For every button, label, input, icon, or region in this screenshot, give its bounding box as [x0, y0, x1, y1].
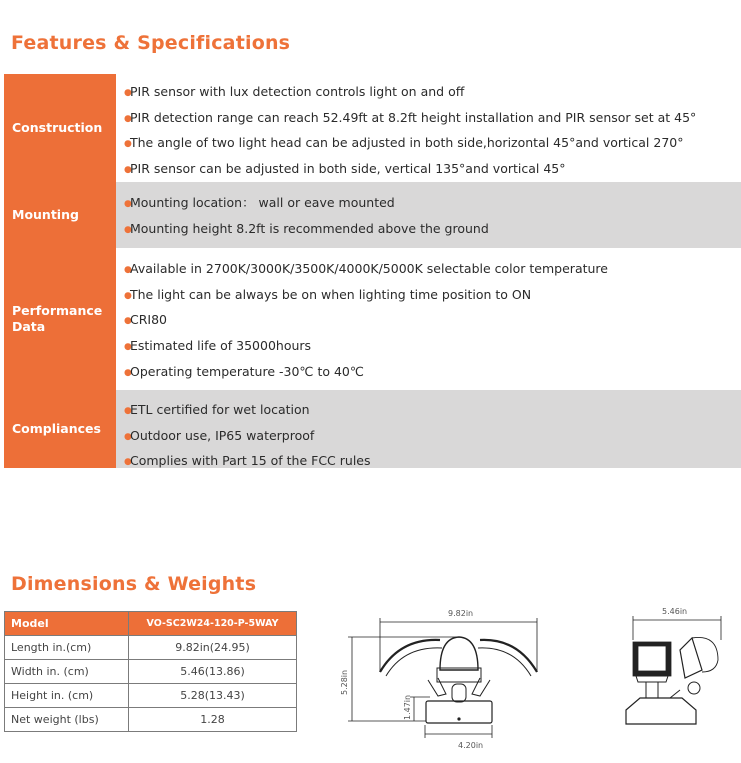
- front-view-drawing: [330, 600, 560, 760]
- bullet-icon: ●: [124, 367, 132, 378]
- spec-item: ●Complies with Part 15 of the FCC rules: [124, 449, 741, 475]
- spec-item: ●Estimated life of 35000hours: [124, 334, 741, 360]
- spec-item: ●The angle of two light head can be adjusted in both side,horizontal 45°and vortical 270°: [124, 131, 741, 157]
- spec-items: [116, 248, 741, 390]
- spec-item: ●Mounting location： wall or eave mounted: [124, 191, 741, 217]
- spec-label: Construction: [4, 74, 116, 182]
- row-key: Width in. (cm): [5, 660, 129, 684]
- dimensions-title: Dimensions & Weights: [11, 573, 257, 595]
- model-value: VO-SC2W24-120-P-5WAY: [129, 612, 297, 636]
- bullet-icon: ●: [124, 88, 132, 98]
- spec-row-performance: [4, 248, 741, 390]
- spec-label: Mounting: [4, 182, 116, 248]
- spec-label-line: Data: [12, 319, 46, 334]
- bullet-icon: ●: [124, 165, 132, 176]
- side-width-label: 5.46in: [662, 607, 688, 616]
- side-view-drawing: [600, 600, 741, 730]
- bullet-icon: ●: [124, 139, 132, 150]
- spec-item: ●Outdoor use, IP65 waterproof: [124, 424, 741, 450]
- spec-row-compliances: [4, 390, 741, 468]
- model-label: Model: [5, 612, 129, 636]
- spec-item: ●Operating temperature -30℃ to 40℃: [124, 360, 741, 386]
- spec-item: ●ETL certified for wet location: [124, 398, 741, 424]
- spec-item: ●Mounting height 8.2ft is recommended above the ground: [124, 217, 741, 243]
- spec-items: [116, 74, 741, 182]
- row-value: 5.28(13.43): [129, 684, 297, 708]
- spec-items: [116, 390, 741, 468]
- dimensions-header-row: [5, 612, 297, 636]
- bullet-icon: ●: [124, 342, 132, 353]
- base-width-label: 4.20in: [458, 741, 484, 750]
- spec-item: ●The light can be always be on when lighting time position to ON: [124, 283, 741, 309]
- table-row: [5, 708, 297, 732]
- bullet-icon: ●: [124, 113, 132, 124]
- row-key: Length in.(cm): [5, 636, 129, 660]
- spec-row-mounting: [4, 182, 741, 248]
- spec-label: Compliances: [4, 390, 116, 468]
- base-height-label: 1.47in: [403, 694, 412, 720]
- bullet-icon: ●: [124, 431, 132, 442]
- spec-label-line: Performance: [12, 303, 103, 318]
- features-title: Features & Specifications: [11, 32, 291, 54]
- spec-item: ●PIR sensor with lux detection controls light on and off: [124, 80, 741, 106]
- row-value: 1.28: [129, 708, 297, 732]
- bullet-icon: ●: [124, 457, 132, 467]
- bullet-icon: ●: [124, 224, 132, 235]
- spec-item: ●PIR sensor can be adjusted in both side, vertical 135°and vortical 45°: [124, 157, 741, 183]
- bullet-icon: ●: [124, 199, 132, 209]
- bullet-icon: ●: [124, 406, 132, 416]
- bullet-icon: ●: [124, 316, 132, 327]
- spec-item: ●Available in 2700K/3000K/3500K/4000K/5000K selectable color temperature: [124, 257, 741, 283]
- features-table: [4, 74, 741, 468]
- table-row: [5, 636, 297, 660]
- row-key: Height in. (cm): [5, 684, 129, 708]
- table-row: [5, 684, 297, 708]
- table-row: [5, 660, 297, 684]
- spec-row-construction: [4, 74, 741, 182]
- height-label: 5.28in: [340, 669, 349, 695]
- bullet-icon: ●: [124, 265, 132, 275]
- spec-label: [4, 248, 116, 390]
- row-value: 5.46(13.86): [129, 660, 297, 684]
- spec-item: ●CRI80: [124, 308, 741, 334]
- spec-item: ●PIR detection range can reach 52.49ft at 8.2ft height installation and PIR sensor set at 45°: [124, 106, 741, 132]
- row-key: Net weight (lbs): [5, 708, 129, 732]
- width-label: 9.82in: [448, 609, 474, 618]
- bullet-icon: ●: [124, 290, 132, 301]
- spec-items: [116, 182, 741, 248]
- dimensions-table: [4, 611, 297, 732]
- row-value: 9.82in(24.95): [129, 636, 297, 660]
